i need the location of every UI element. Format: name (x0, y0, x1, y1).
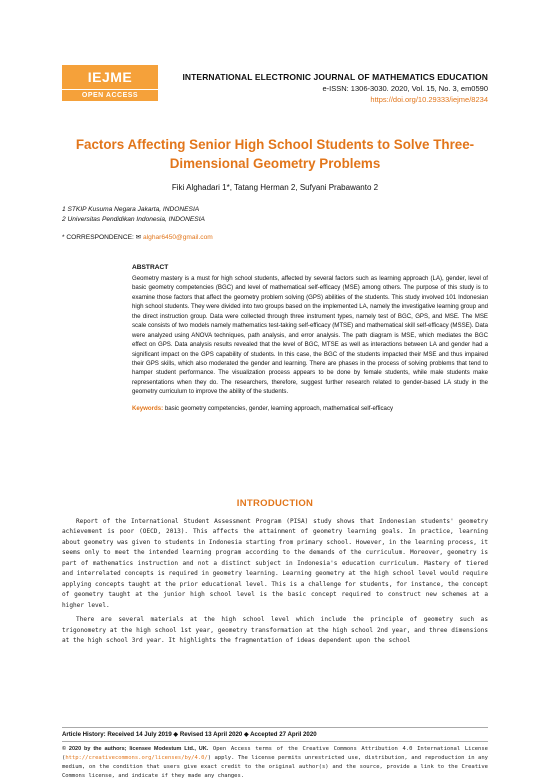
doi-link[interactable]: https://doi.org/10.29333/iejme/8234 (370, 95, 488, 104)
keywords-label: Keywords: (132, 404, 164, 412)
affiliation-2: 2 Universitas Pendidikan Indonesia, INDONESIA (62, 215, 205, 223)
article-history: Article History: Received 14 July 2019 ◆ Revised 13 April 2020 ◆ Accepted 27 April 2020 (62, 731, 317, 738)
divider (62, 727, 488, 728)
abstract-text: Geometry mastery is a must for high school students, affected by several factors such as learning approach (LA), gender, level of basic geometry competencies (BGC) and level of mathematical self-efficacy (MSE) among others. The purpose of this study is to examine those factors that affect the geometry problem solving (GPS) abilities of the students. This study involved 101 Indonesian high school students. They were divided into two groups based on the implemented LA, namely the investigative learning group and the direct instruction group. Data were collected through three instrument types, namely test of BGC, GPS, and MSE. The MSE scale consists of two models namely mathematics test-taking self-efficacy (MTSE) and mathematical skill self-efficacy (MSSE). Data were analyzed using ANOVA techniques, path analysis, and error analysis. The path diagram is MSE, which mediates the BGC effect on GPS. Data analysis results revealed that the level of BGC, MTSE as well as interactions between LA and gender had a significant impact on the GPS capability of students. In this case, the BGC of the students impacted their MSE and thus impaired their GPS skills, which also moderated the gender and learning. There are phases in the process of solving problems that tend to hamper student performance. The visualization process appears to be done by female students, while male students make representations when they do. The researchers, therefore, suggest further research related to gender-based LA study in the geometry curriculum to improve the ability of the students. (132, 275, 488, 396)
affiliations (62, 205, 205, 225)
section-heading-introduction: INTRODUCTION (236, 498, 314, 509)
keywords-list: basic geometry competencies, gender, learning approach, mathematical self-efficacy (164, 404, 394, 412)
journal-name: INTERNATIONAL ELECTRONIC JOURNAL OF MATHEMATICS EDUCATION (182, 72, 488, 82)
correspondence-label: * CORRESPONDENCE: (62, 234, 134, 241)
introduction-body (62, 517, 488, 651)
abstract-title: ABSTRACT (132, 264, 169, 271)
abstract-section (132, 264, 488, 412)
article-title: Factors Affecting Senior High School Students to Solve Three-Dimensional Geometry Problems (75, 137, 475, 171)
license-text-b: ) apply. The license permits unrestricted use, distribution, and reproduction in any medium, on the condition that users give exact credit to the original author(s) and the source, provide a link to the Creative Commons license, and indicate if they made any changes. (62, 754, 488, 779)
license-lead: © 2020 by the authors; licensee Modestum Ltd., UK. (62, 746, 209, 752)
correspondence-email[interactable]: alghar6450@gmail.com (143, 234, 213, 241)
keywords (132, 405, 488, 412)
affiliation-1: 1 STKIP Kusuma Negara Jakarta, INDONESIA (62, 206, 200, 213)
author-list: Fiki Alghadari 1*, Tatang Herman 2, Sufyani Prabawanto 2 (171, 183, 379, 192)
license-link[interactable]: http://creativecommons.org/licenses/by/4.0/ (65, 754, 208, 761)
correspondence (62, 233, 213, 241)
journal-header (168, 72, 488, 104)
journal-logo (62, 65, 158, 101)
journal-logo-text: IEJME (62, 65, 158, 89)
paragraph: Report of the International Student Assessment Program (PISA) study shows that Indonesian students' geometry achievement is poor (OECD, 2013). This affects the attainment of geometry learning goals. In practice, learning about geometry was given to students in Indonesia starting from primary school. However, in the learning process, it seems only to meet the intended learning program according to the demands of the curriculum. Moreover, geometry is part of mathematics instruction and not a distinct subject in Indonesia's education curriculum. Mastery of tiered and interrelated concepts is required in geometry learning. Learning geometry at the high school level would require applying concepts taught at the prior educational level. This is a challenge for students, for instance, the concept of geometry taught at the junior high school level is the basic concept required to construct new schemes at a higher level. (62, 518, 488, 609)
journal-issn: e-ISSN: 1306-3030. 2020, Vol. 15, No. 3, em0590 (322, 84, 488, 93)
paragraph: There are several materials at the high school level which include the principle of geometry such as trigonometry at the high school 1st year, geometry transformation at the high school 2nd year, and three dimensions at the high school 3rd year. It highlights the fragmentation of ideas dependent upon the school (62, 616, 488, 645)
divider (62, 741, 488, 742)
mail-icon: ✉ (135, 234, 142, 241)
license-note (62, 745, 488, 781)
license-text-a: Open Access terms of the Creative Commons Attribution 4.0 International License ( (62, 746, 488, 761)
open-access-badge: OPEN ACCESS (62, 90, 158, 101)
